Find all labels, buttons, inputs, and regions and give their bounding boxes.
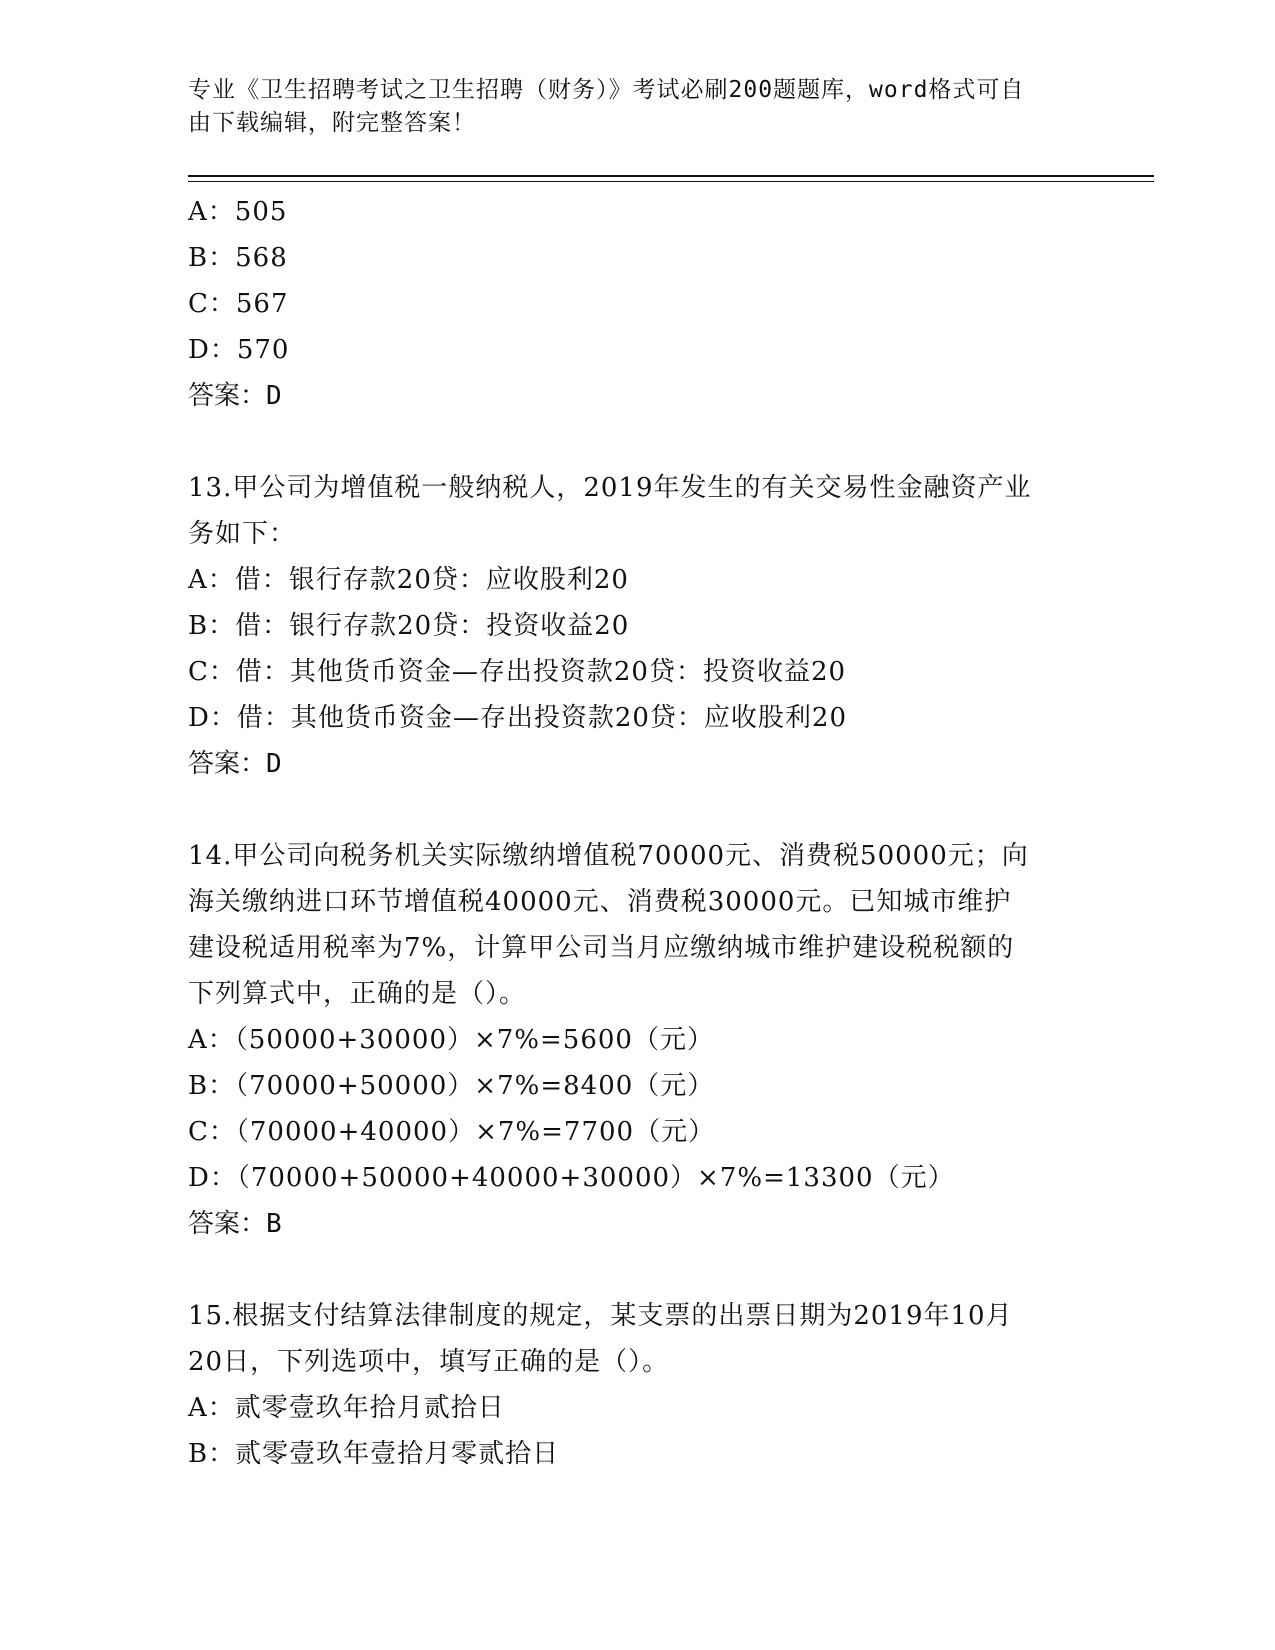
- spacer: [188, 419, 1088, 465]
- question-stem-line-1: 13.甲公司为增值税一般纳税人，2019年发生的有关交易性金融资产业: [188, 473, 1032, 503]
- option-b: B：贰零壹玖年壹拾月零贰拾日: [188, 1439, 560, 1469]
- option-c: C：567: [188, 289, 289, 319]
- option-b: B：568: [188, 243, 288, 273]
- option-d: D：借：其他货币资金—存出投资款20贷：应收股利20: [188, 703, 848, 733]
- header-divider-thick: [188, 175, 1154, 177]
- option-d: D：（70000+50000+40000+30000）×7%=13300（元）: [188, 1163, 955, 1193]
- answer-line: 答案：B: [188, 1209, 282, 1239]
- option-d: D：570: [188, 335, 290, 365]
- question-stem-line-2: 海关缴纳进口环节增值税40000元、消费税30000元。已知城市维护: [188, 887, 1012, 917]
- header-title-line-2: 由下载编辑，附完整答案！: [188, 110, 476, 136]
- option-b: B：（70000+50000）×7%=8400（元）: [188, 1071, 715, 1101]
- option-a: A：贰零壹玖年拾月贰拾日: [188, 1393, 505, 1423]
- option-b: B：借：银行存款20贷：投资收益20: [188, 611, 630, 641]
- question-12: [188, 189, 1088, 419]
- option-a: A：505: [188, 197, 288, 227]
- question-stem-line-3: 建设税适用税率为7%，计算甲公司当月应缴纳城市维护建设税税额的: [188, 933, 1015, 963]
- answer-line: 答案：D: [188, 381, 282, 411]
- spacer: [188, 1247, 1088, 1293]
- spacer: [188, 787, 1088, 833]
- question-stem-line-2: 20日，下列选项中，填写正确的是（）。: [188, 1347, 670, 1377]
- question-13: [188, 465, 1088, 787]
- option-a: A：（50000+30000）×7%=5600（元）: [188, 1025, 714, 1055]
- question-stem-line-4: 下列算式中，正确的是（）。: [188, 979, 527, 1009]
- question-stem-line-1: 14.甲公司向税务机关实际缴纳增值税70000元、消费税50000元；向: [188, 841, 1029, 871]
- header-title-line-1: 专业《卫生招聘考试之卫生招聘（财务）》考试必刷200题题库，word格式可自: [188, 77, 1025, 103]
- question-stem-line-2: 务如下：: [188, 519, 297, 549]
- document-body: [188, 189, 1088, 1477]
- question-stem-line-1: 15.根据支付结算法律制度的规定，某支票的出票日期为2019年10月: [188, 1301, 1013, 1331]
- question-14: [188, 833, 1088, 1247]
- option-c: C：（70000+40000）×7%=7700（元）: [188, 1117, 716, 1147]
- document-header: [188, 74, 1068, 140]
- answer-line: 答案：D: [188, 749, 282, 779]
- option-a: A：借：银行存款20贷：应收股利20: [188, 565, 629, 595]
- option-c: C：借：其他货币资金—存出投资款20贷：投资收益20: [188, 657, 847, 687]
- question-15: [188, 1293, 1088, 1477]
- header-divider-thin: [188, 181, 1154, 182]
